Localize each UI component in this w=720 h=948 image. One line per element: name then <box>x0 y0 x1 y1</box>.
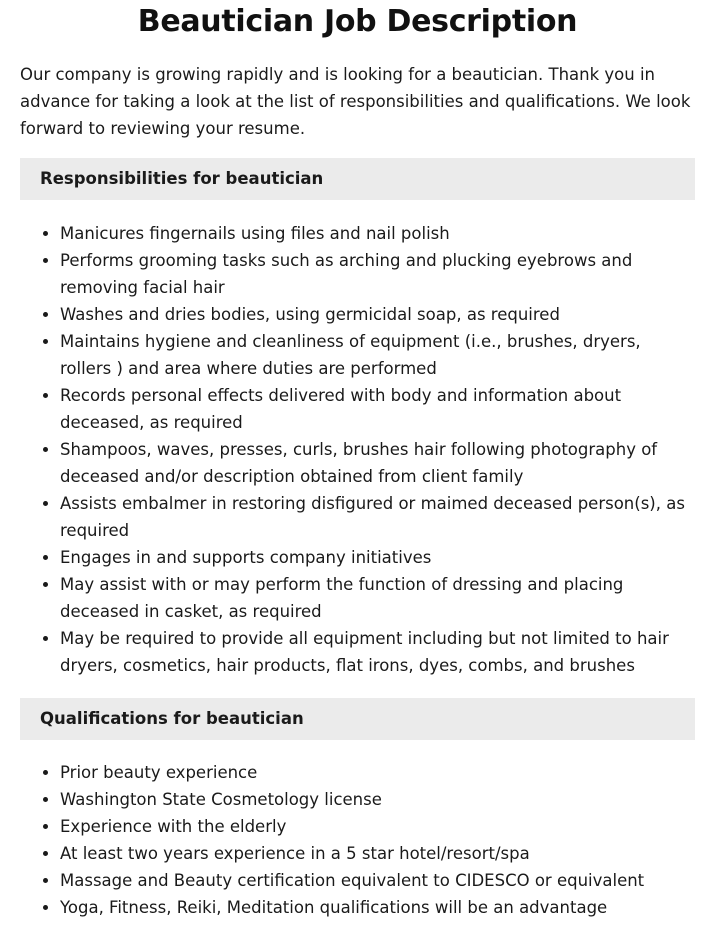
list-item: Records personal effects delivered with body and information about deceased, as required <box>60 382 695 436</box>
list-item: Manicures fingernails using files and nail polish <box>60 220 695 247</box>
intro-paragraph: Our company is growing rapidly and is looking for a beautician. Thank you in advance for taking a look at the list of responsibilities and qualifications. We look forward to reviewing your resume. <box>20 65 691 138</box>
responsibilities-list <box>20 220 695 679</box>
list-item: Performs grooming tasks such as arching and plucking eyebrows and removing facial hair <box>60 247 695 301</box>
list-item: Experience with the elderly <box>60 813 695 840</box>
list-item: Massage and Beauty certification equivalent to CIDESCO or equivalent <box>60 867 695 894</box>
list-item: Washes and dries bodies, using germicidal soap, as required <box>60 301 695 328</box>
page-title: Beautician Job Description <box>137 4 578 39</box>
qualifications-heading: Qualifications for beautician <box>20 698 695 740</box>
list-item: May assist with or may perform the function of dressing and placing deceased in casket, as required <box>60 571 695 625</box>
list-item: Assists embalmer in restoring disfigured or maimed deceased person(s), as required <box>60 490 695 544</box>
responsibilities-heading: Responsibilities for beautician <box>20 158 695 200</box>
list-item: Engages in and supports company initiatives <box>60 544 695 571</box>
list-item: Washington State Cosmetology license <box>60 786 695 813</box>
list-item: At least two years experience in a 5 star hotel/resort/spa <box>60 840 695 867</box>
list-item: May be required to provide all equipment including but not limited to hair dryers, cosmetics, hair products, flat irons, dyes, combs, and brushes <box>60 625 695 679</box>
list-item: Maintains hygiene and cleanliness of equipment (i.e., brushes, dryers, rollers ) and area where duties are performed <box>60 328 695 382</box>
qualifications-list <box>20 759 695 921</box>
list-item: Yoga, Fitness, Reiki, Meditation qualifications will be an advantage <box>60 894 695 921</box>
list-item: Prior beauty experience <box>60 759 695 786</box>
list-item: Shampoos, waves, presses, curls, brushes hair following photography of deceased and/or description obtained from client family <box>60 436 695 490</box>
